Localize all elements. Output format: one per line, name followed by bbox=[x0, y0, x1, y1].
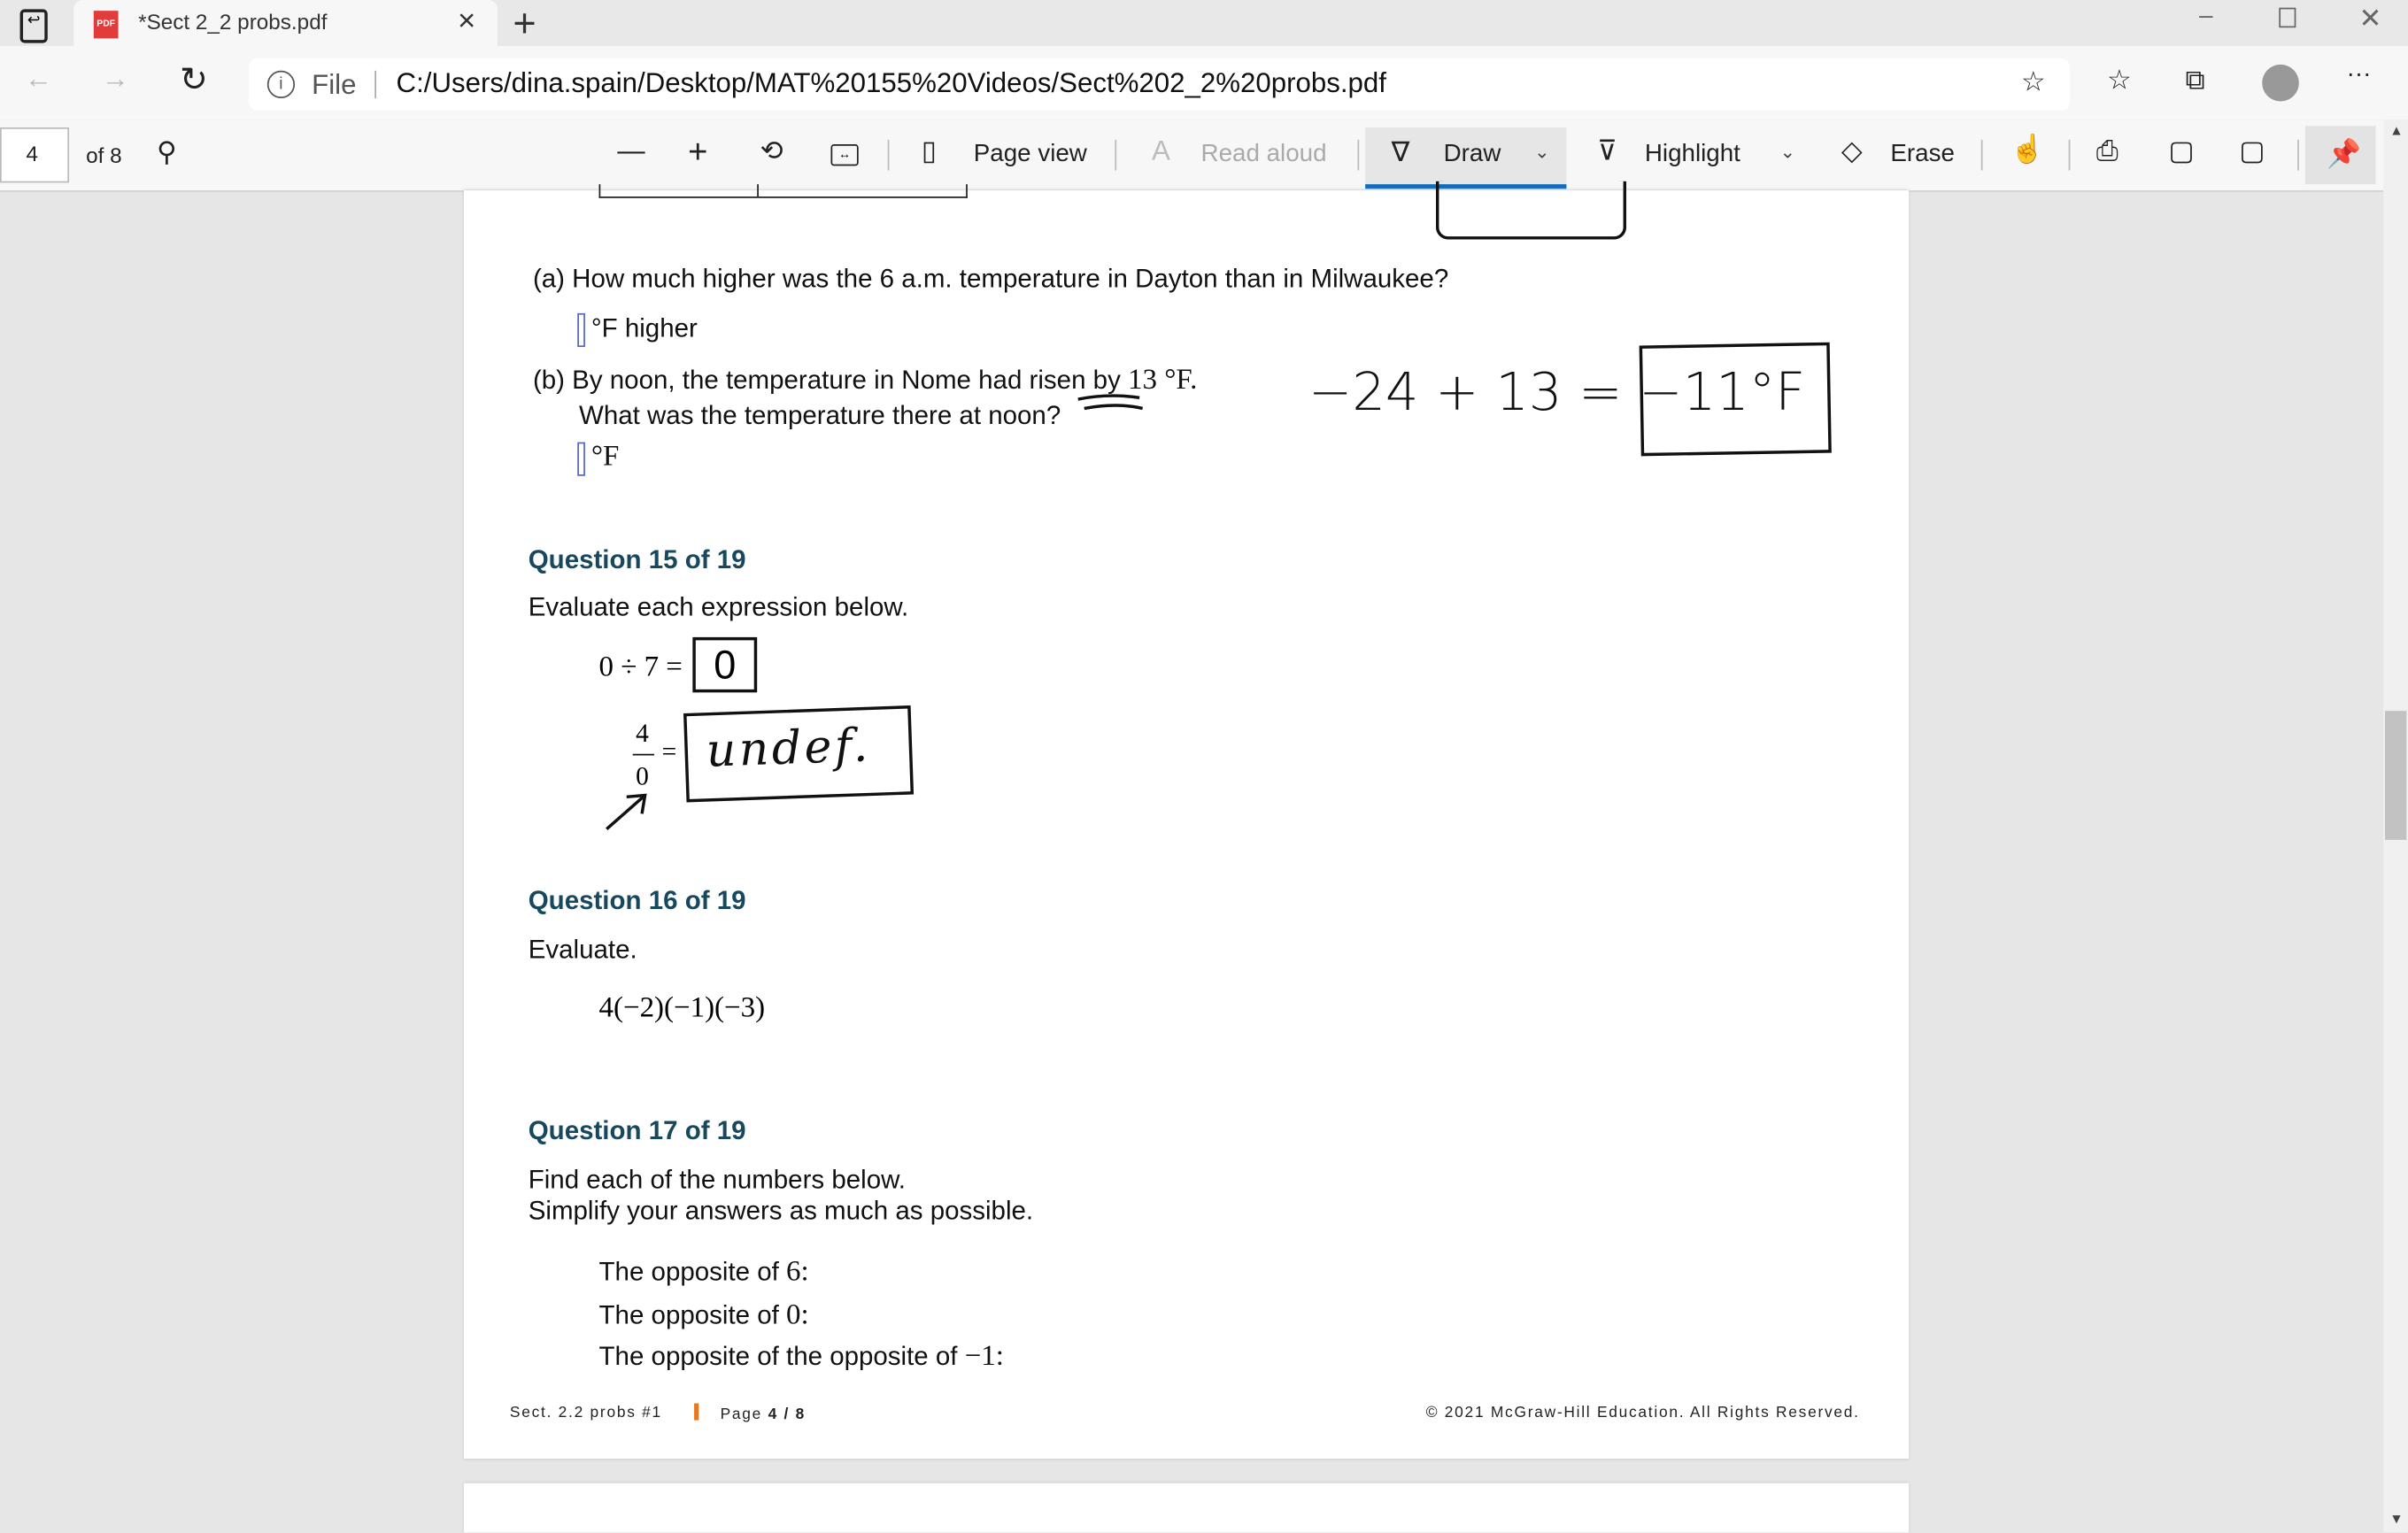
q14-part-b-question: What was the temperature there at noon? bbox=[578, 400, 1061, 430]
unit-label: °F higher bbox=[590, 313, 698, 343]
pen-icon: ∇ bbox=[1391, 136, 1410, 168]
erase-button[interactable]: Erase bbox=[1890, 141, 1955, 168]
handwritten-answer: −24 + 13 = −11°F bbox=[1308, 362, 1806, 424]
item-1 bbox=[599, 1256, 809, 1290]
address-bar bbox=[0, 46, 2408, 121]
tab-actions-icon[interactable]: ↩ bbox=[20, 9, 48, 42]
answer-field[interactable] bbox=[577, 313, 585, 347]
footer-copyright: © 2021 McGraw-Hill Education. All Rights Reserved. bbox=[1425, 1405, 1860, 1422]
fraction-denominator: 0 bbox=[636, 761, 649, 791]
page-number-input[interactable] bbox=[0, 127, 69, 182]
handwritten-answer-1 bbox=[692, 637, 757, 692]
refresh-icon[interactable]: ↻ bbox=[179, 59, 208, 99]
read-aloud-button[interactable]: Read aloud bbox=[1200, 141, 1327, 168]
save-as-icon[interactable]: ▢ bbox=[2239, 135, 2265, 166]
divider bbox=[2297, 140, 2299, 171]
item-3 bbox=[599, 1340, 1004, 1374]
profile-avatar[interactable] bbox=[2262, 65, 2299, 102]
page-view-icon[interactable]: ▯ bbox=[921, 135, 938, 166]
add-favorite-icon[interactable]: ☆ bbox=[2020, 65, 2046, 97]
scroll-down-arrow[interactable]: ▼ bbox=[2389, 1510, 2404, 1527]
q14-answer-b[interactable] bbox=[577, 441, 619, 475]
draw-button[interactable] bbox=[1365, 127, 1566, 189]
zoom-in-button[interactable]: + bbox=[688, 132, 708, 171]
item-value: 6: bbox=[786, 1255, 809, 1289]
close-window-button[interactable]: ✕ bbox=[2358, 3, 2382, 35]
fraction-numerator: 4 bbox=[636, 718, 649, 748]
pin-icon: 📌 bbox=[2327, 138, 2361, 169]
tab-bar bbox=[0, 0, 2408, 46]
fit-to-width-icon[interactable]: ↔ bbox=[830, 144, 858, 166]
search-icon[interactable]: ⚲ bbox=[156, 136, 177, 168]
handwritten-arrow bbox=[602, 790, 654, 836]
page-total: of 8 bbox=[86, 143, 122, 168]
unit-label: °F bbox=[590, 440, 620, 474]
handwritten-answer-2 bbox=[683, 705, 914, 803]
minimize-button[interactable]: – bbox=[2199, 3, 2213, 29]
read-aloud-icon: A bbox=[1152, 135, 1170, 166]
divider bbox=[888, 140, 890, 171]
chevron-down-icon[interactable]: ⌄ bbox=[1779, 141, 1795, 163]
divider bbox=[374, 71, 376, 98]
touch-icon[interactable]: ☝ bbox=[2010, 133, 2045, 165]
question-15-title: Question 15 of 19 bbox=[528, 544, 746, 574]
handwritten-box bbox=[1640, 343, 1832, 457]
expression: 4(−2)(−1)(−3) bbox=[598, 991, 766, 1025]
divider bbox=[1981, 140, 1983, 171]
handwritten-underline bbox=[1062, 390, 1154, 421]
vertical-scrollbar[interactable] bbox=[2383, 119, 2408, 1532]
restore-button[interactable] bbox=[2279, 8, 2296, 28]
page-value: 4 / 8 bbox=[768, 1406, 807, 1424]
item-text: The opposite of bbox=[598, 1257, 779, 1287]
url-field[interactable] bbox=[249, 58, 2070, 111]
new-tab-button[interactable]: + bbox=[513, 0, 536, 47]
question-16-prompt: Evaluate. bbox=[528, 935, 637, 965]
question-17-prompt: Find each of the numbers below. bbox=[528, 1165, 906, 1195]
divider bbox=[1357, 140, 1359, 171]
divider bbox=[2069, 140, 2071, 171]
answer-field[interactable] bbox=[577, 442, 585, 475]
page-label: Page bbox=[720, 1406, 763, 1424]
page-number-value[interactable]: 4 bbox=[26, 141, 39, 166]
item-text: The opposite of the opposite of bbox=[598, 1342, 958, 1372]
pdf-page bbox=[464, 190, 1909, 1459]
question-16-title: Question 16 of 19 bbox=[528, 885, 746, 915]
collections-icon[interactable]: ⧉ bbox=[2185, 64, 2205, 96]
fraction-bar bbox=[633, 754, 654, 756]
divider bbox=[757, 184, 759, 196]
chevron-down-icon[interactable]: ⌄ bbox=[1533, 141, 1550, 163]
save-icon[interactable]: ▢ bbox=[2168, 135, 2195, 166]
item-value: 0: bbox=[786, 1298, 809, 1331]
footer-divider bbox=[694, 1404, 698, 1421]
question-17-title: Question 17 of 19 bbox=[528, 1116, 746, 1146]
rotate-icon[interactable]: ⟲ bbox=[760, 135, 783, 166]
tab-active[interactable] bbox=[73, 0, 498, 46]
question-15-prompt: Evaluate each expression below. bbox=[528, 592, 909, 622]
zoom-out-button[interactable]: — bbox=[617, 135, 645, 166]
footer-left: Sect. 2.2 probs #1 bbox=[509, 1405, 662, 1422]
favorites-icon[interactable]: ☆ bbox=[2107, 64, 2133, 96]
equals-sign: = bbox=[661, 736, 677, 766]
question-17-prompt-2: Simplify your answers as much as possible. bbox=[528, 1196, 1034, 1226]
info-icon[interactable]: i bbox=[267, 71, 295, 98]
q14-part-a: (a) How much higher was the 6 a.m. temperature in Dayton than in Milwaukee? bbox=[532, 264, 1449, 294]
answer-text: 0 bbox=[714, 642, 737, 689]
pin-toolbar-button[interactable] bbox=[2305, 126, 2376, 184]
highlight-button[interactable]: Highlight bbox=[1644, 141, 1740, 168]
expression-1: 0 ÷ 7 = bbox=[598, 651, 683, 683]
close-tab-button[interactable]: × bbox=[457, 4, 476, 39]
item-text: The opposite of bbox=[598, 1300, 779, 1330]
scroll-up-arrow[interactable]: ▲ bbox=[2389, 122, 2404, 139]
scrollbar-thumb[interactable] bbox=[2385, 711, 2406, 840]
item-2 bbox=[599, 1299, 809, 1333]
answer-text: undef. bbox=[705, 719, 872, 779]
draw-label: Draw bbox=[1443, 141, 1501, 168]
eraser-icon: ◇ bbox=[1841, 135, 1863, 166]
pdf-next-page bbox=[464, 1483, 1909, 1533]
handwritten-box-fragment bbox=[1436, 181, 1626, 240]
footer-page bbox=[721, 1406, 806, 1423]
highlighter-icon: ⊽ bbox=[1597, 135, 1617, 166]
page-view-button[interactable]: Page view bbox=[973, 141, 1087, 168]
file-label: File bbox=[312, 69, 357, 100]
pdf-file-icon: PDF bbox=[94, 11, 119, 38]
q14-answer-a[interactable] bbox=[577, 313, 698, 347]
more-menu-button[interactable]: ··· bbox=[2346, 61, 2372, 88]
table-fragment bbox=[599, 184, 968, 198]
item-value: −1: bbox=[964, 1340, 1004, 1373]
print-icon[interactable]: ⎙ bbox=[2095, 135, 2119, 166]
url-text[interactable]: C:/Users/dina.spain/Desktop/MAT%20155%20Videos/Sect%202_2%20probs.pdf bbox=[396, 67, 1386, 99]
pdf-toolbar bbox=[0, 119, 2408, 192]
forward-icon[interactable]: → bbox=[101, 63, 129, 94]
back-icon[interactable]: ← bbox=[24, 63, 52, 94]
part-b-text: (b) By noon, the temperature in Nome had risen by bbox=[532, 365, 1121, 395]
tab-title: *Sect 2_2 probs.pdf bbox=[138, 9, 328, 35]
part-b-value: 13 °F. bbox=[1128, 364, 1198, 397]
divider bbox=[1115, 140, 1116, 171]
